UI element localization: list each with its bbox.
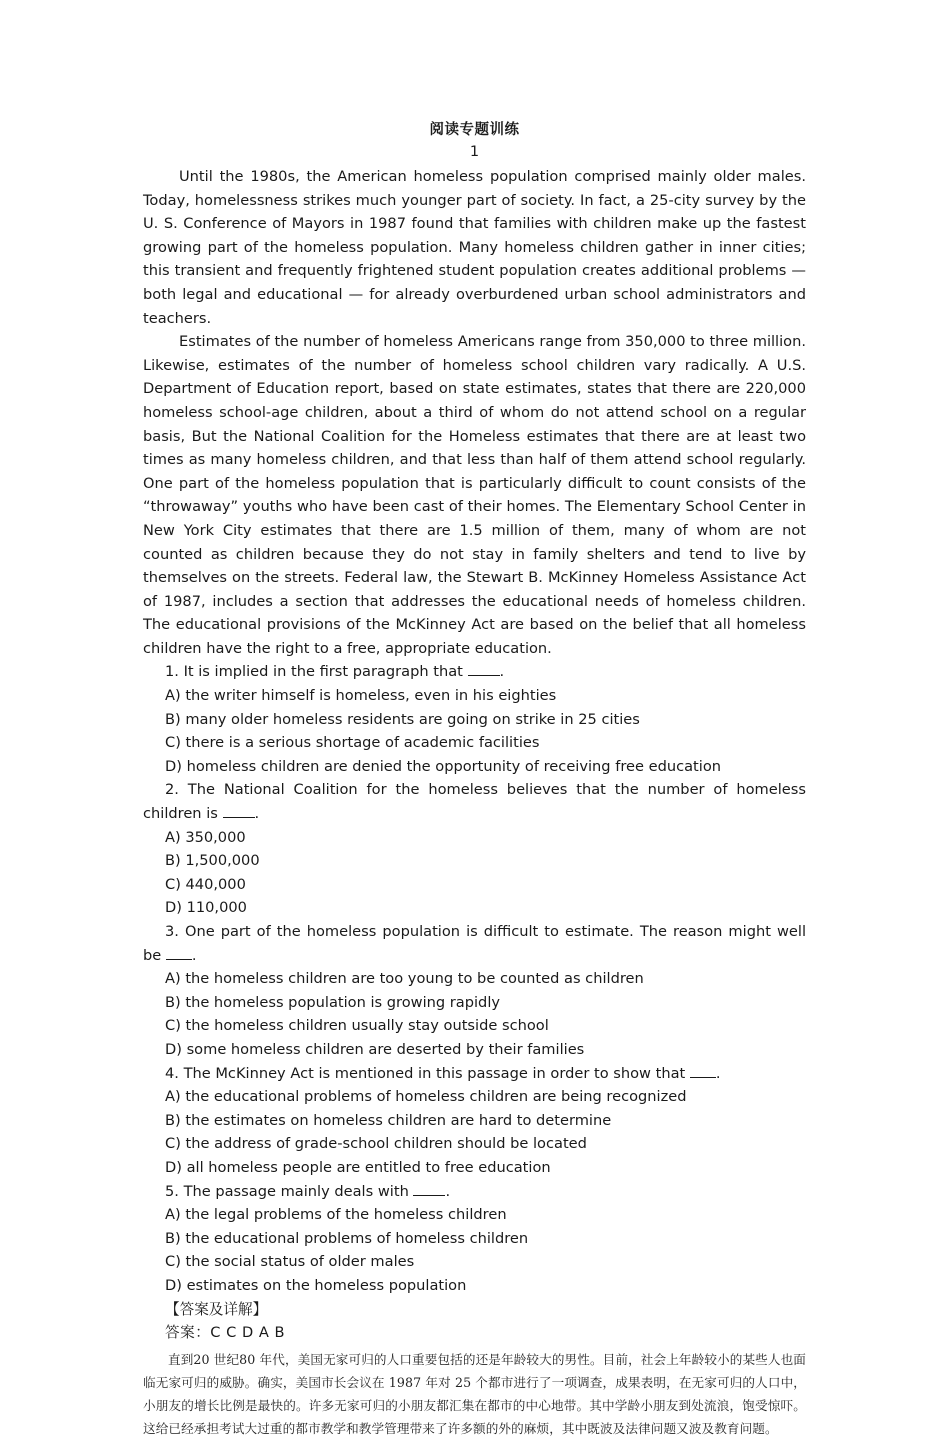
- question-3-stem-suffix: .: [191, 946, 197, 964]
- question-4-stem-suffix: .: [715, 1064, 721, 1082]
- question-1-option-d[interactable]: D) homeless children are denied the opportunity of receiving free education: [165, 757, 722, 775]
- question-4-option-d[interactable]: D) all homeless people are entitled to free education: [165, 1158, 551, 1176]
- question-4-option-c[interactable]: C) the address of grade-school children should be located: [165, 1135, 587, 1153]
- question-1-stem: [143, 660, 806, 684]
- question-3-option-b[interactable]: B) the homeless population is growing rapidly: [165, 993, 501, 1011]
- question-2-stem-text: 2. The National Coalition for the homeless believes that the number of homeless children is: [143, 781, 806, 823]
- question-2-option-b[interactable]: B) 1,500,000: [165, 852, 260, 870]
- question-5-stem-text: 5. The passage mainly deals with: [165, 1182, 409, 1200]
- question-3-stem: [143, 920, 806, 967]
- question-1-stem-text: 1. It is implied in the first paragraph that: [165, 663, 463, 681]
- answer-explanation: 直到20 世纪80 年代，美国无家可归的人口重要包括的还是年龄较大的男性。目前，社会上年龄较小的某些人也面临无家可归的威胁。确实，美国市长会议在 1987 年对 25 个都市进行了一项调查，成果表明，在无家可归的人口中，小朋友的增长比例是最快的。许多无家可归的小朋友都汇集在都市的中心地带。其中学龄小朋友到处流浪，饱受惊吓。这给已经承担考试大过重的都市教学和教学管理带来了许多额的外的麻烦，其中既波及法律问题又波及教育问题。: [143, 1351, 806, 1436]
- page-title: 阅读专题训练: [429, 122, 520, 138]
- question-5-stem: [143, 1180, 806, 1204]
- question-3-option-a[interactable]: A) the homeless children are too young to be counted as children: [165, 970, 644, 988]
- question-4-stem-text: 4. The McKinney Act is mentioned in this passage in order to show that: [165, 1064, 686, 1082]
- answer-blank: [690, 1064, 716, 1078]
- passage-paragraph-2: Estimates of the number of homeless Americans range from 350,000 to three million. Likewise, estimates of the number of homeless school children vary radically. A U.S. Department of Education report, based on state estimates, states that there are 220,000 homeless school-age children, about a third of whom do not attend school on a regular basis, But the National Coalition for the Homeless estimates that there are at least two times as many homeless children, and that less than half of them attend school regularly. One part of the homeless population that is particularly difficult to count consists of the “throwaway” youths who have been cast of their homes. The Elementary School Center in New York City estimates that there are 1.5 million of them, many of whom are not counted as children because they do not stay in family shelters and tend to live by themselves on the streets. Federal law, the Stewart B. McKinney Homeless Assistance Act of 1987, includes a section that addresses the educational needs of homeless children. The educational provisions of the McKinney Act are based on the belief that all homeless children have the right to a free, appropriate education.: [143, 333, 806, 657]
- document-content: [143, 119, 806, 1440]
- question-2-option-c[interactable]: C) 440,000: [165, 875, 246, 893]
- passage-paragraph-1: Until the 1980s, the American homeless population comprised mainly older males. Today, homelessness strikes much younger part of society. In fact, a 25-city survey by the U. S. Conference of Mayors in 1987 found that families with children make up the fastest growing part of the homeless population. Many homeless children gather in inner cities; this transient and frequently frightened student population creates additional problems — both legal and educational — for already overburdened urban school administrators and teachers.: [143, 168, 806, 327]
- question-1-option-c[interactable]: C) there is a serious shortage of academic facilities: [165, 734, 540, 752]
- question-1-option-b[interactable]: B) many older homeless residents are going on strike in 25 cities: [165, 710, 640, 728]
- question-5-option-c[interactable]: C) the social status of older males: [165, 1253, 415, 1271]
- answer-blank: [223, 804, 255, 818]
- question-2-option-a[interactable]: A) 350,000: [165, 828, 246, 846]
- question-3-stem-text: 3. One part of the homeless population is difficult to estimate. The reason might well be: [143, 923, 806, 964]
- question-5-stem-suffix: .: [445, 1182, 451, 1200]
- question-4-option-a[interactable]: A) the educational problems of homeless children are being recognized: [165, 1088, 687, 1106]
- answer-section-heading: 【答案及详解】: [165, 1300, 268, 1318]
- section-number: 1: [469, 144, 480, 160]
- question-5-option-b[interactable]: B) the educational problems of homeless children: [165, 1229, 529, 1247]
- question-3-option-d[interactable]: D) some homeless children are deserted by their families: [165, 1040, 585, 1058]
- answer-blank: [166, 946, 192, 960]
- question-4-stem: [143, 1062, 806, 1086]
- question-4-option-b[interactable]: B) the estimates on homeless children are hard to determine: [165, 1111, 612, 1129]
- question-1-stem-suffix: .: [499, 663, 505, 681]
- question-1-option-a[interactable]: A) the writer himself is homeless, even in his eighties: [165, 687, 557, 705]
- question-2-stem-suffix: .: [254, 805, 260, 823]
- question-5-option-a[interactable]: A) the legal problems of the homeless children: [165, 1206, 507, 1224]
- answer-blank: [413, 1182, 445, 1196]
- question-3-option-c[interactable]: C) the homeless children usually stay outside school: [165, 1017, 549, 1035]
- question-2-stem: [143, 778, 806, 825]
- answer-key: 答案：C C D A B: [165, 1324, 285, 1342]
- question-2-option-d[interactable]: D) 110,000: [165, 899, 247, 917]
- question-5-option-d[interactable]: D) estimates on the homeless population: [165, 1276, 467, 1294]
- answer-blank: [468, 662, 500, 676]
